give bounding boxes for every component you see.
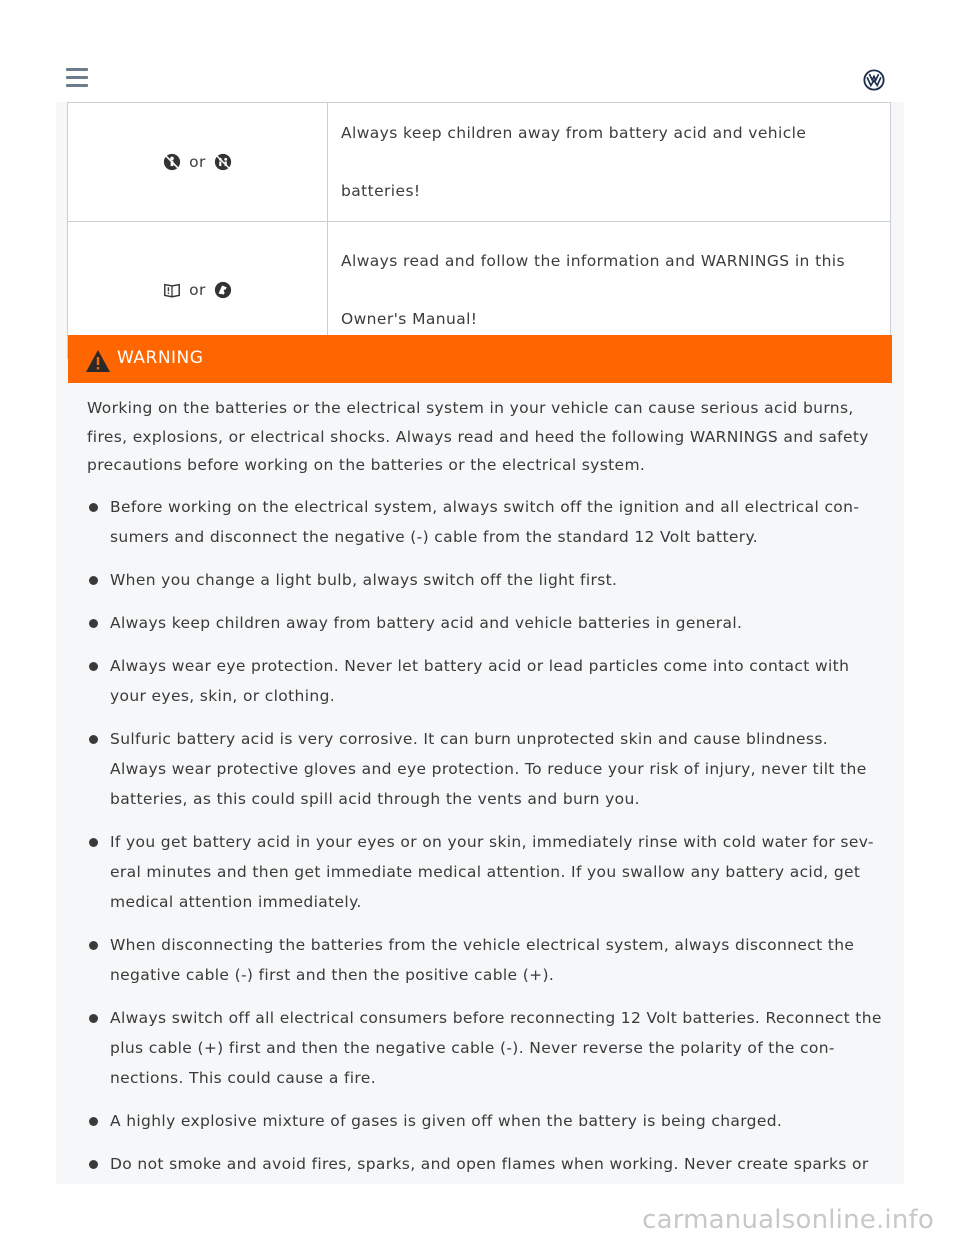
list-item: A highly explosive mixture of gases is given off when the battery is being charged. xyxy=(87,1106,887,1136)
keep-children-away-icon xyxy=(163,153,181,171)
bullet-icon xyxy=(89,619,98,628)
vw-logo-icon[interactable] xyxy=(863,69,885,91)
list-item: Sulfuric battery acid is very corrosive. It can burn unprotected skin and cause blindness. Always wear protective gloves and eye protection. To reduce your risk of injury, never tilt the batteries, as this could spill acid through the vents and burn you. xyxy=(87,724,887,814)
bullet-icon xyxy=(89,503,98,512)
list-item: If you get battery acid in your eyes or on your skin, immediately rinse with cold water for sev- eral minutes and then get immediate medical attention. If you swallow any battery acid, get medical attention immediately. xyxy=(87,827,887,917)
description-line: Owner's Manual! xyxy=(341,310,478,328)
manual-page xyxy=(56,102,904,1184)
owners-manual-icon xyxy=(163,281,181,299)
list-item: When disconnecting the batteries from the vehicle electrical system, always disconnect the negative cable (-) first and then the positive cable (+). xyxy=(87,930,887,990)
symbol-cell xyxy=(68,103,328,222)
description-line: Always read and follow the information and WARNINGS in this xyxy=(341,252,845,270)
description-line: Always keep children away from battery acid and vehicle batteries! xyxy=(341,124,807,200)
bullet-icon xyxy=(89,941,98,950)
bullet-icon xyxy=(89,735,98,744)
bullet-icon xyxy=(89,576,98,585)
warning-triangle-icon xyxy=(85,349,111,373)
or-label: or xyxy=(189,281,206,300)
list-item: Do not smoke and avoid fires, sparks, and open flames when working. Never create sparks or xyxy=(87,1149,887,1179)
watermark: carmanualsonline.info xyxy=(642,1205,934,1235)
bullet-icon xyxy=(89,838,98,847)
bullet-icon xyxy=(89,662,98,671)
top-bar xyxy=(0,0,960,100)
bullet-icon xyxy=(89,1117,98,1126)
list-item: Always switch off all electrical consumers before reconnecting 12 Volt batteries. Reconnect the plus cable (+) first and then the negative cable (-). Never reverse the polarity of the con- nections. This could cause a fire. xyxy=(87,1003,887,1093)
warning-intro: Working on the batteries or the electrical system in your vehicle can cause serious acid burns, fires, explosions, or electrical shocks. Always read and heed the following WARNINGS and safety precautions before working on the batteries or the electrical system. xyxy=(87,399,869,474)
warning-label: WARNING xyxy=(117,348,204,368)
list-item: Before working on the electrical system, always switch off the ignition and all electrical con- sumers and disconnect the negative (-) cable from the standard 12 Volt battery. xyxy=(87,492,887,552)
list-item: Always keep children away from battery acid and vehicle batteries in general. xyxy=(87,608,887,638)
or-label: or xyxy=(189,153,206,172)
bullet-icon xyxy=(89,1160,98,1169)
bullet-icon xyxy=(89,1014,98,1023)
read-manual-icon xyxy=(214,281,232,299)
hamburger-menu-icon[interactable] xyxy=(66,68,88,88)
list-item: Always wear eye protection. Never let battery acid or lead particles come into contact with your eyes, skin, or clothing. xyxy=(87,651,887,711)
warning-list xyxy=(87,492,887,1179)
warning-banner xyxy=(68,335,892,383)
symbol-table xyxy=(67,102,891,359)
list-item: When you change a light bulb, always switch off the light first. xyxy=(87,565,887,595)
warning-content xyxy=(87,394,887,1184)
symbol-description xyxy=(328,103,891,222)
table-row xyxy=(68,103,891,222)
keep-children-away-alt-icon xyxy=(214,153,232,171)
